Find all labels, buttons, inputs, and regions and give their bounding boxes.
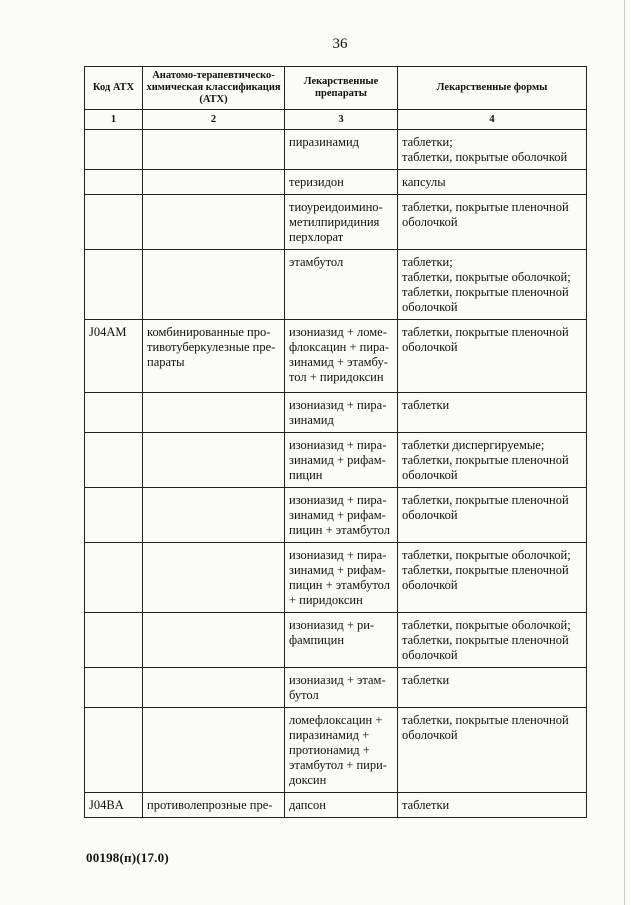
column-number-row [85, 110, 587, 130]
dosage-forms-cell: таблетки; таблетки, покрытые оболочкой [398, 130, 587, 170]
atc-code-cell: J04BA [85, 793, 143, 818]
table-row [85, 708, 587, 793]
page-number: 36 [332, 36, 348, 52]
column-number: 2 [143, 110, 285, 130]
column-number: 1 [85, 110, 143, 130]
atc-class-cell [143, 668, 285, 708]
atc-code-cell [85, 668, 143, 708]
header-atc-classification: Анатомо-терапевтическо-химическая классификация (АТХ) [143, 67, 285, 110]
atc-class-cell [143, 170, 285, 195]
atc-code-cell [85, 195, 143, 250]
drug-name-cell: изониазид + пира- зинамид [285, 393, 398, 433]
drug-name-cell: дапсон [285, 793, 398, 818]
dosage-forms-cell: капсулы [398, 170, 587, 195]
dosage-forms-cell: таблетки [398, 393, 587, 433]
drug-name-cell: изониазид + пира- зинамид + рифам- пицин + этамбутол [285, 488, 398, 543]
drug-name-cell: теризидон [285, 170, 398, 195]
document-footer-code: 00198(п)(17.0) [86, 850, 169, 865]
atc-code-cell [85, 250, 143, 320]
dosage-forms-cell: таблетки, покрытые пленочной оболочкой [398, 195, 587, 250]
atc-class-cell: комбинированные про- тивотуберкулезные пре- параты [143, 320, 285, 393]
dosage-forms-cell: таблетки диспергируемые; таблетки, покрытые пленочной оболочкой [398, 433, 587, 488]
atc-code-cell [85, 488, 143, 543]
atc-class-cell [143, 488, 285, 543]
table-row [85, 320, 587, 393]
dosage-forms-cell: таблетки, покрытые оболочкой; таблетки, покрытые пленочной оболочкой [398, 543, 587, 613]
dosage-forms-cell: таблетки [398, 793, 587, 818]
table-row [85, 195, 587, 250]
drug-name-cell: пиразинамид [285, 130, 398, 170]
table-row [85, 170, 587, 195]
table-row [85, 488, 587, 543]
dosage-forms-cell: таблетки, покрытые пленочной оболочкой [398, 320, 587, 393]
drug-name-cell: изониазид + пира- зинамид + рифам- пицин [285, 433, 398, 488]
atc-code-cell: J04AM [85, 320, 143, 393]
table-row [85, 433, 587, 488]
table-row [85, 668, 587, 708]
atc-class-cell [143, 433, 285, 488]
atc-class-cell [143, 613, 285, 668]
scan-edge-line [624, 0, 625, 905]
dosage-forms-cell: таблетки, покрытые пленочной оболочкой [398, 708, 587, 793]
dosage-forms-cell: таблетки [398, 668, 587, 708]
drug-name-cell: этамбутол [285, 250, 398, 320]
atc-code-cell [85, 613, 143, 668]
dosage-forms-cell: таблетки, покрытые оболочкой; таблетки, покрытые пленочной оболочкой [398, 613, 587, 668]
atc-class-cell [143, 543, 285, 613]
table-row [85, 793, 587, 818]
table-row [85, 543, 587, 613]
atc-class-cell: противолепрозные пре- [143, 793, 285, 818]
atc-code-cell [85, 170, 143, 195]
column-number: 4 [398, 110, 587, 130]
table-header-row [85, 67, 587, 110]
table-row [85, 130, 587, 170]
column-number: 3 [285, 110, 398, 130]
atc-code-cell [85, 543, 143, 613]
drug-name-cell: ломефлоксацин + пиразинамид + протионамид + этамбутол + пири- доксин [285, 708, 398, 793]
atc-code-cell [85, 708, 143, 793]
drug-name-cell: тиоуреидоимино- метилпиридиния перхлорат [285, 195, 398, 250]
dosage-forms-cell: таблетки; таблетки, покрытые оболочкой; таблетки, покрытые пленочной оболочкой [398, 250, 587, 320]
header-atc-code: Код АТХ [85, 67, 143, 110]
header-dosage-forms: Лекарственные формы [398, 67, 587, 110]
atc-drug-table [84, 66, 587, 818]
drug-name-cell: изониазид + этам- бутол [285, 668, 398, 708]
atc-code-cell [85, 393, 143, 433]
atc-class-cell [143, 250, 285, 320]
drug-name-cell: изониазид + пира- зинамид + рифам- пицин + этамбутол + пиридоксин [285, 543, 398, 613]
atc-class-cell [143, 130, 285, 170]
table-row [85, 250, 587, 320]
table-row [85, 613, 587, 668]
atc-code-cell [85, 433, 143, 488]
atc-class-cell [143, 708, 285, 793]
table-row [85, 393, 587, 433]
atc-code-cell [85, 130, 143, 170]
dosage-forms-cell: таблетки, покрытые пленочной оболочкой [398, 488, 587, 543]
header-drugs: Лекарственные препараты [285, 67, 398, 110]
atc-class-cell [143, 195, 285, 250]
atc-class-cell [143, 393, 285, 433]
drug-name-cell: изониазид + ри- фампицин [285, 613, 398, 668]
drug-name-cell: изониазид + ломе- флоксацин + пира- зинамид + этамбу- тол + пиридоксин [285, 320, 398, 393]
